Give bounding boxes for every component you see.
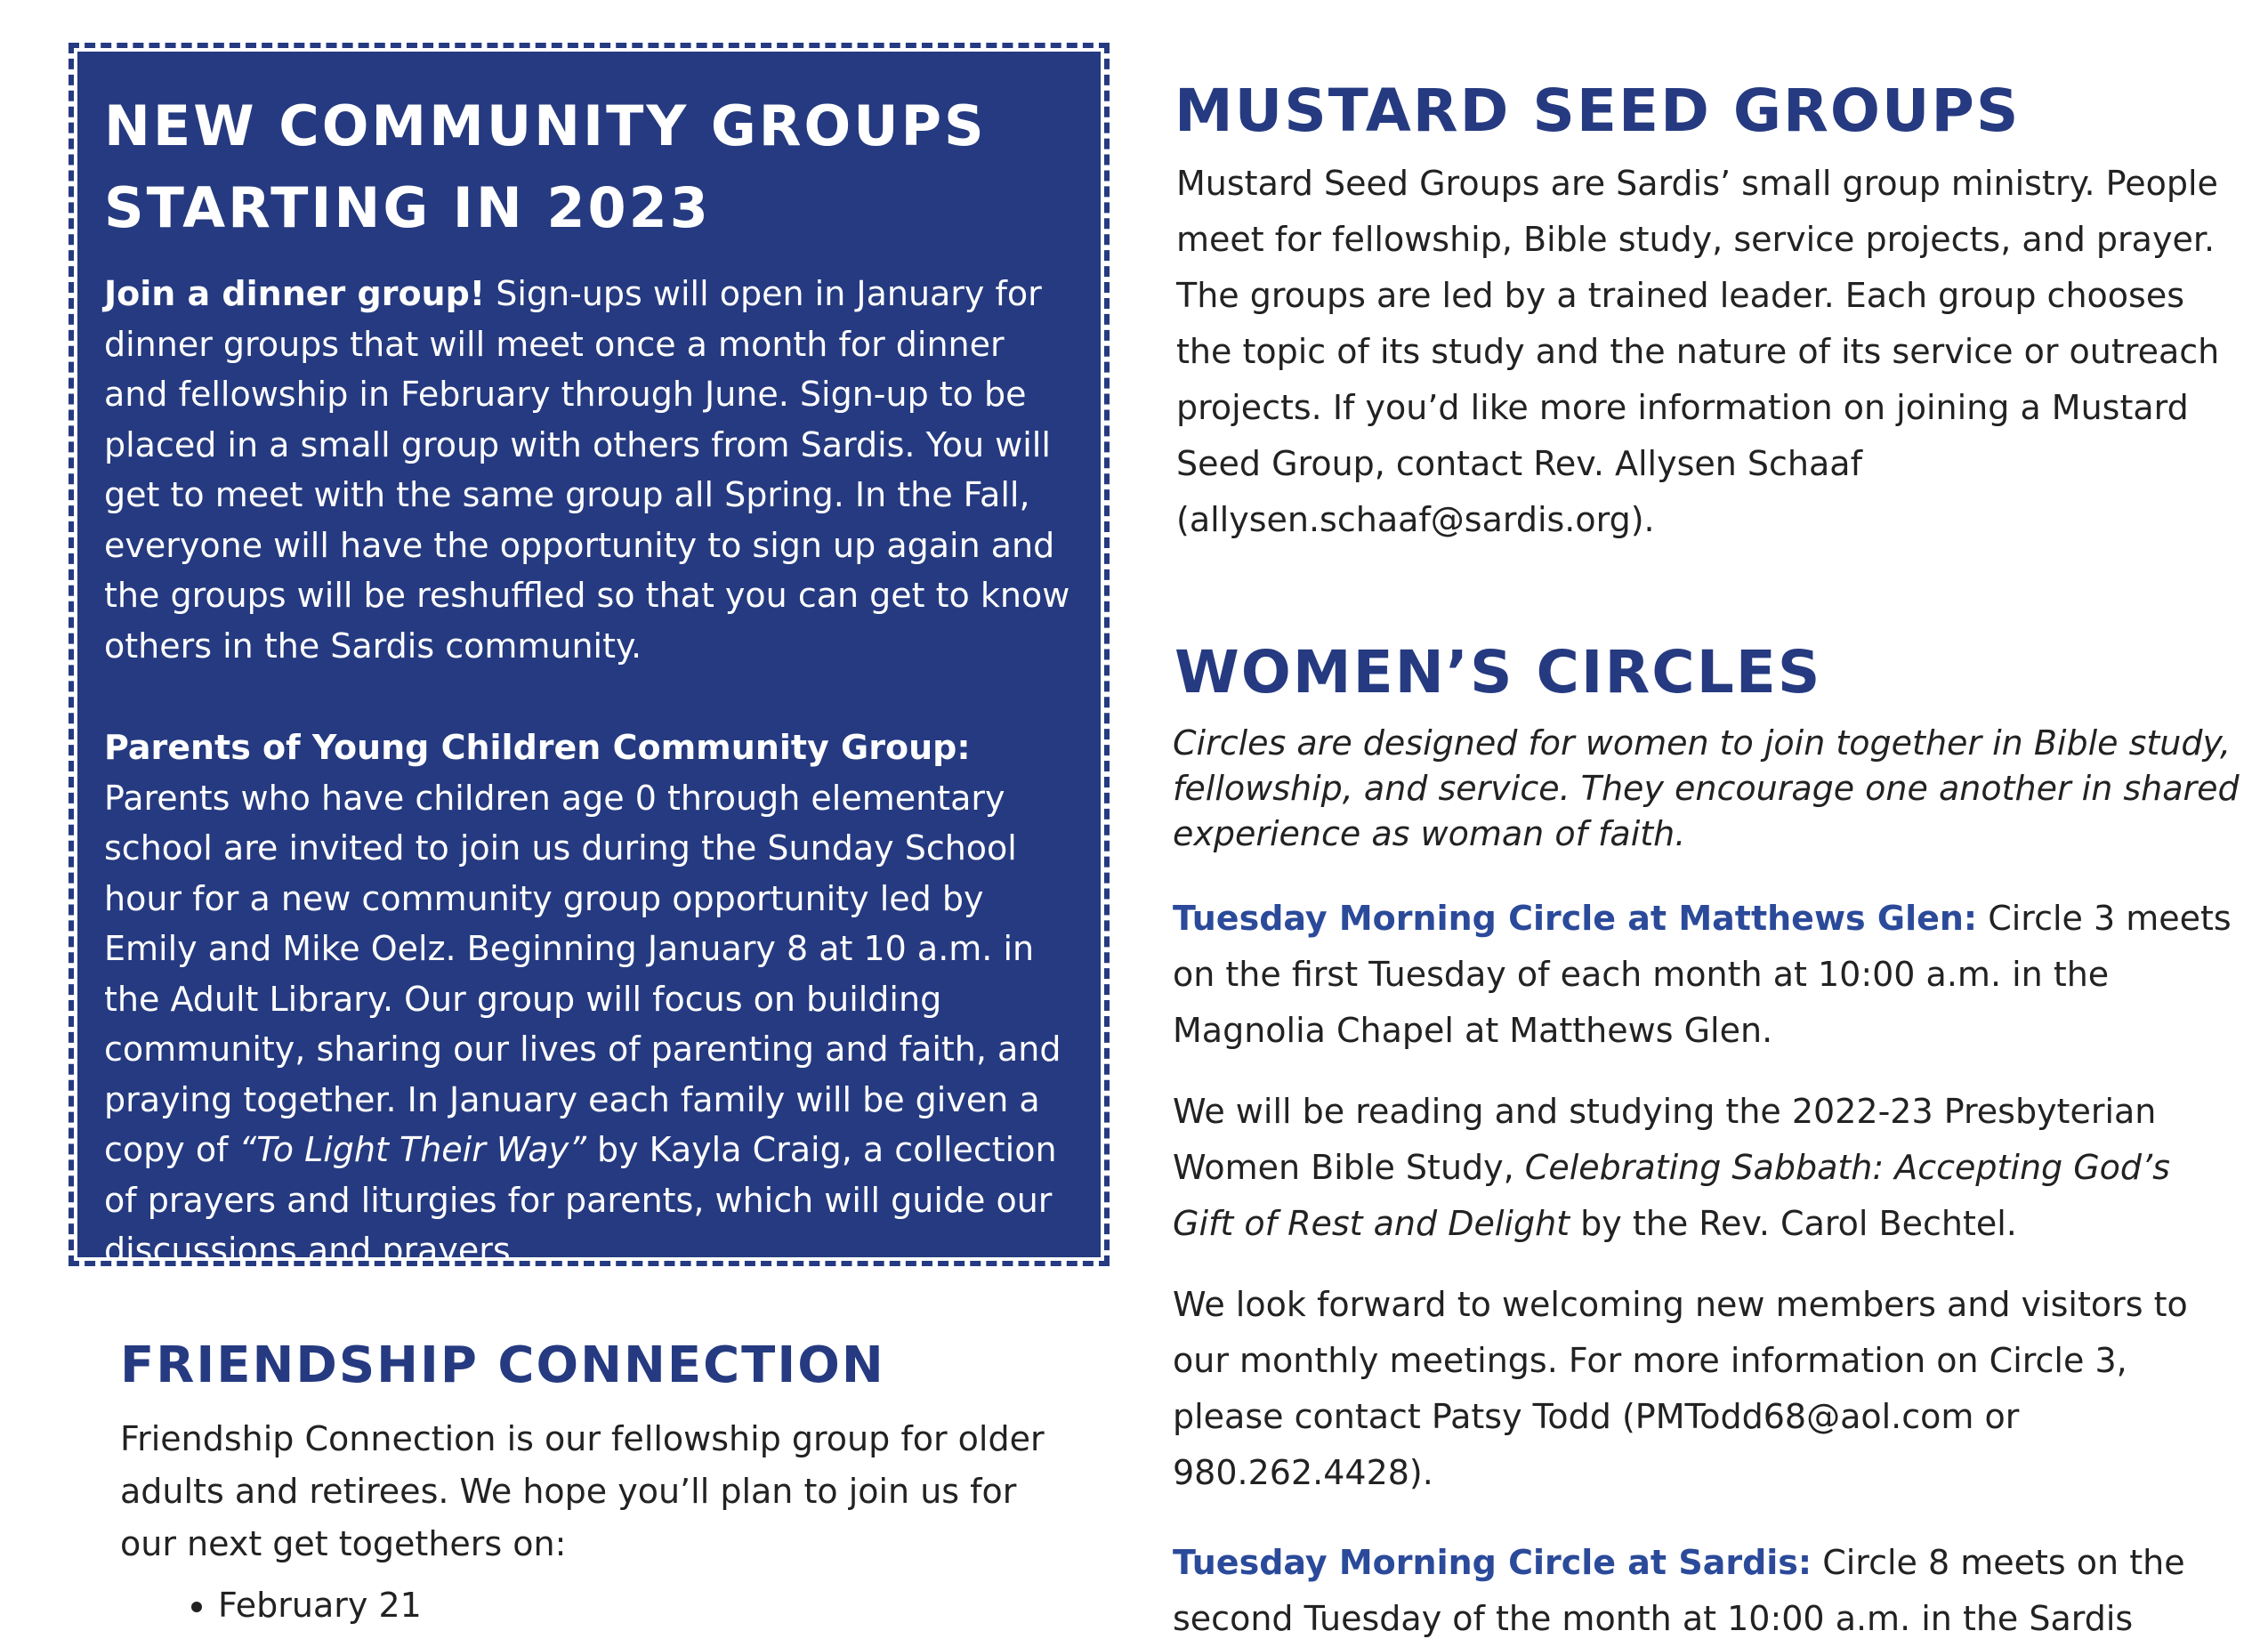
parents-group-paragraph: [104, 723, 1074, 1276]
mustard-title: MUSTARD SEED GROUPS: [1174, 77, 2021, 145]
womens-intro: Circles are designed for women to join together in Bible study, fellowship, and service. They encourage one another in shared experience as woman of faith.: [1173, 723, 2240, 853]
friendship-dates-list: [120, 1579, 1054, 1632]
mustard-text: Mustard Seed Groups are Sardis’ small group ministry. People meet for fellowship, Bible study, service projects, and prayer. The groups are led by a trained leader. Each group chooses the topic of its study and the nature of its service or outreach projects. If you’d like more information on joining a Mustard Seed Group, contact Rev. Allysen Schaaf (allysen.schaaf@sardis.org).: [1176, 164, 2220, 539]
friendship-text: Friendship Connection is our fellowship group for older adults and retirees. We hope you’ll plan to join us for our next get togethers on:: [120, 1419, 1045, 1563]
friendship-connection-section: [120, 1335, 1054, 1632]
study-text: We will be reading and studying the 2022-23 Presbyterian Women Bible Study,: [1173, 1092, 2157, 1187]
new-groups-title-line2: STARTING IN 2023: [104, 175, 711, 240]
friendship-title: FRIENDSHIP CONNECTION: [120, 1336, 885, 1394]
parents-group-text: Parents who have children age 0 through elementary school are invited to join us during the Sunday School hour for a new community group opportunity led by Emily and Mike Oelz. Beginning January 8 at 10 a.m. in the Adult Library. Our group will focus on building community, sharing our lives of parenting and faith, and praying together. In January each family will be given a copy of: [104, 778, 1061, 1169]
new-groups-title: [104, 85, 1074, 249]
circle3-name: Tuesday Morning Circle at Matthews Glen:: [1173, 899, 1978, 938]
dinner-group-paragraph: [104, 269, 1074, 671]
womens-title: WOMEN’S CIRCLES: [1174, 638, 1822, 706]
new-groups-title-line1: NEW COMMUNITY GROUPS: [104, 93, 987, 158]
mustard-seed-section: [1173, 76, 2240, 548]
study-title: Celebrating Sabbath: Accepting God’s Gift of Rest and Delight: [1173, 1148, 2170, 1243]
circle8-name: Tuesday Morning Circle at Sardis:: [1173, 1543, 1812, 1582]
circle8-paragraph: [1173, 1535, 2240, 1647]
parents-group-lead: Parents of Young Children Community Group:: [104, 728, 971, 767]
welcome-paragraph: We look forward to welcoming new members and visitors to our monthly meetings. For more information on Circle 3, please contact Patsy Todd (PMTodd68@aol.com or 980.262.4428).: [1173, 1285, 2188, 1492]
right-column: [1173, 76, 2240, 1647]
circle8-text: Circle 8 meets on the second Tuesday of the month at 10:00 a.m. in the Sardis: [1173, 1543, 2185, 1638]
circle3-paragraph: [1173, 891, 2240, 1059]
womens-circles-section: [1173, 637, 2240, 1647]
study-paragraph: [1173, 1084, 2240, 1252]
dinner-group-lead: Join a dinner group!: [104, 274, 486, 313]
parents-group-text-end: by Kayla Craig, a collection of prayers and liturgies for parents, which will guide our discussions and prayers.: [104, 1130, 1057, 1270]
new-community-groups-box: [77, 52, 1101, 1270]
friendship-date-item: • February 21: [218, 1579, 1054, 1632]
parents-group-book-title: “To Light Their Way”: [238, 1130, 586, 1169]
study-end: by the Rev. Carol Bechtel.: [1570, 1204, 2017, 1243]
dinner-group-text: Sign-ups will open in January for dinner groups that will meet once a month for dinner and fellowship in February through June. Sign-up to be placed in a small group with others from Sardis. You will get to meet with the same group all Spring. In the Fall, everyone will have the opportunity to sign up again and the groups will be reshuffled so that you can get to know others in the Sardis community.: [104, 274, 1070, 666]
circle3-text: Circle 3 meets on the first Tuesday of each month at 10:00 a.m. in the Magnolia Chapel at Matthews Glen.: [1173, 899, 2232, 1050]
